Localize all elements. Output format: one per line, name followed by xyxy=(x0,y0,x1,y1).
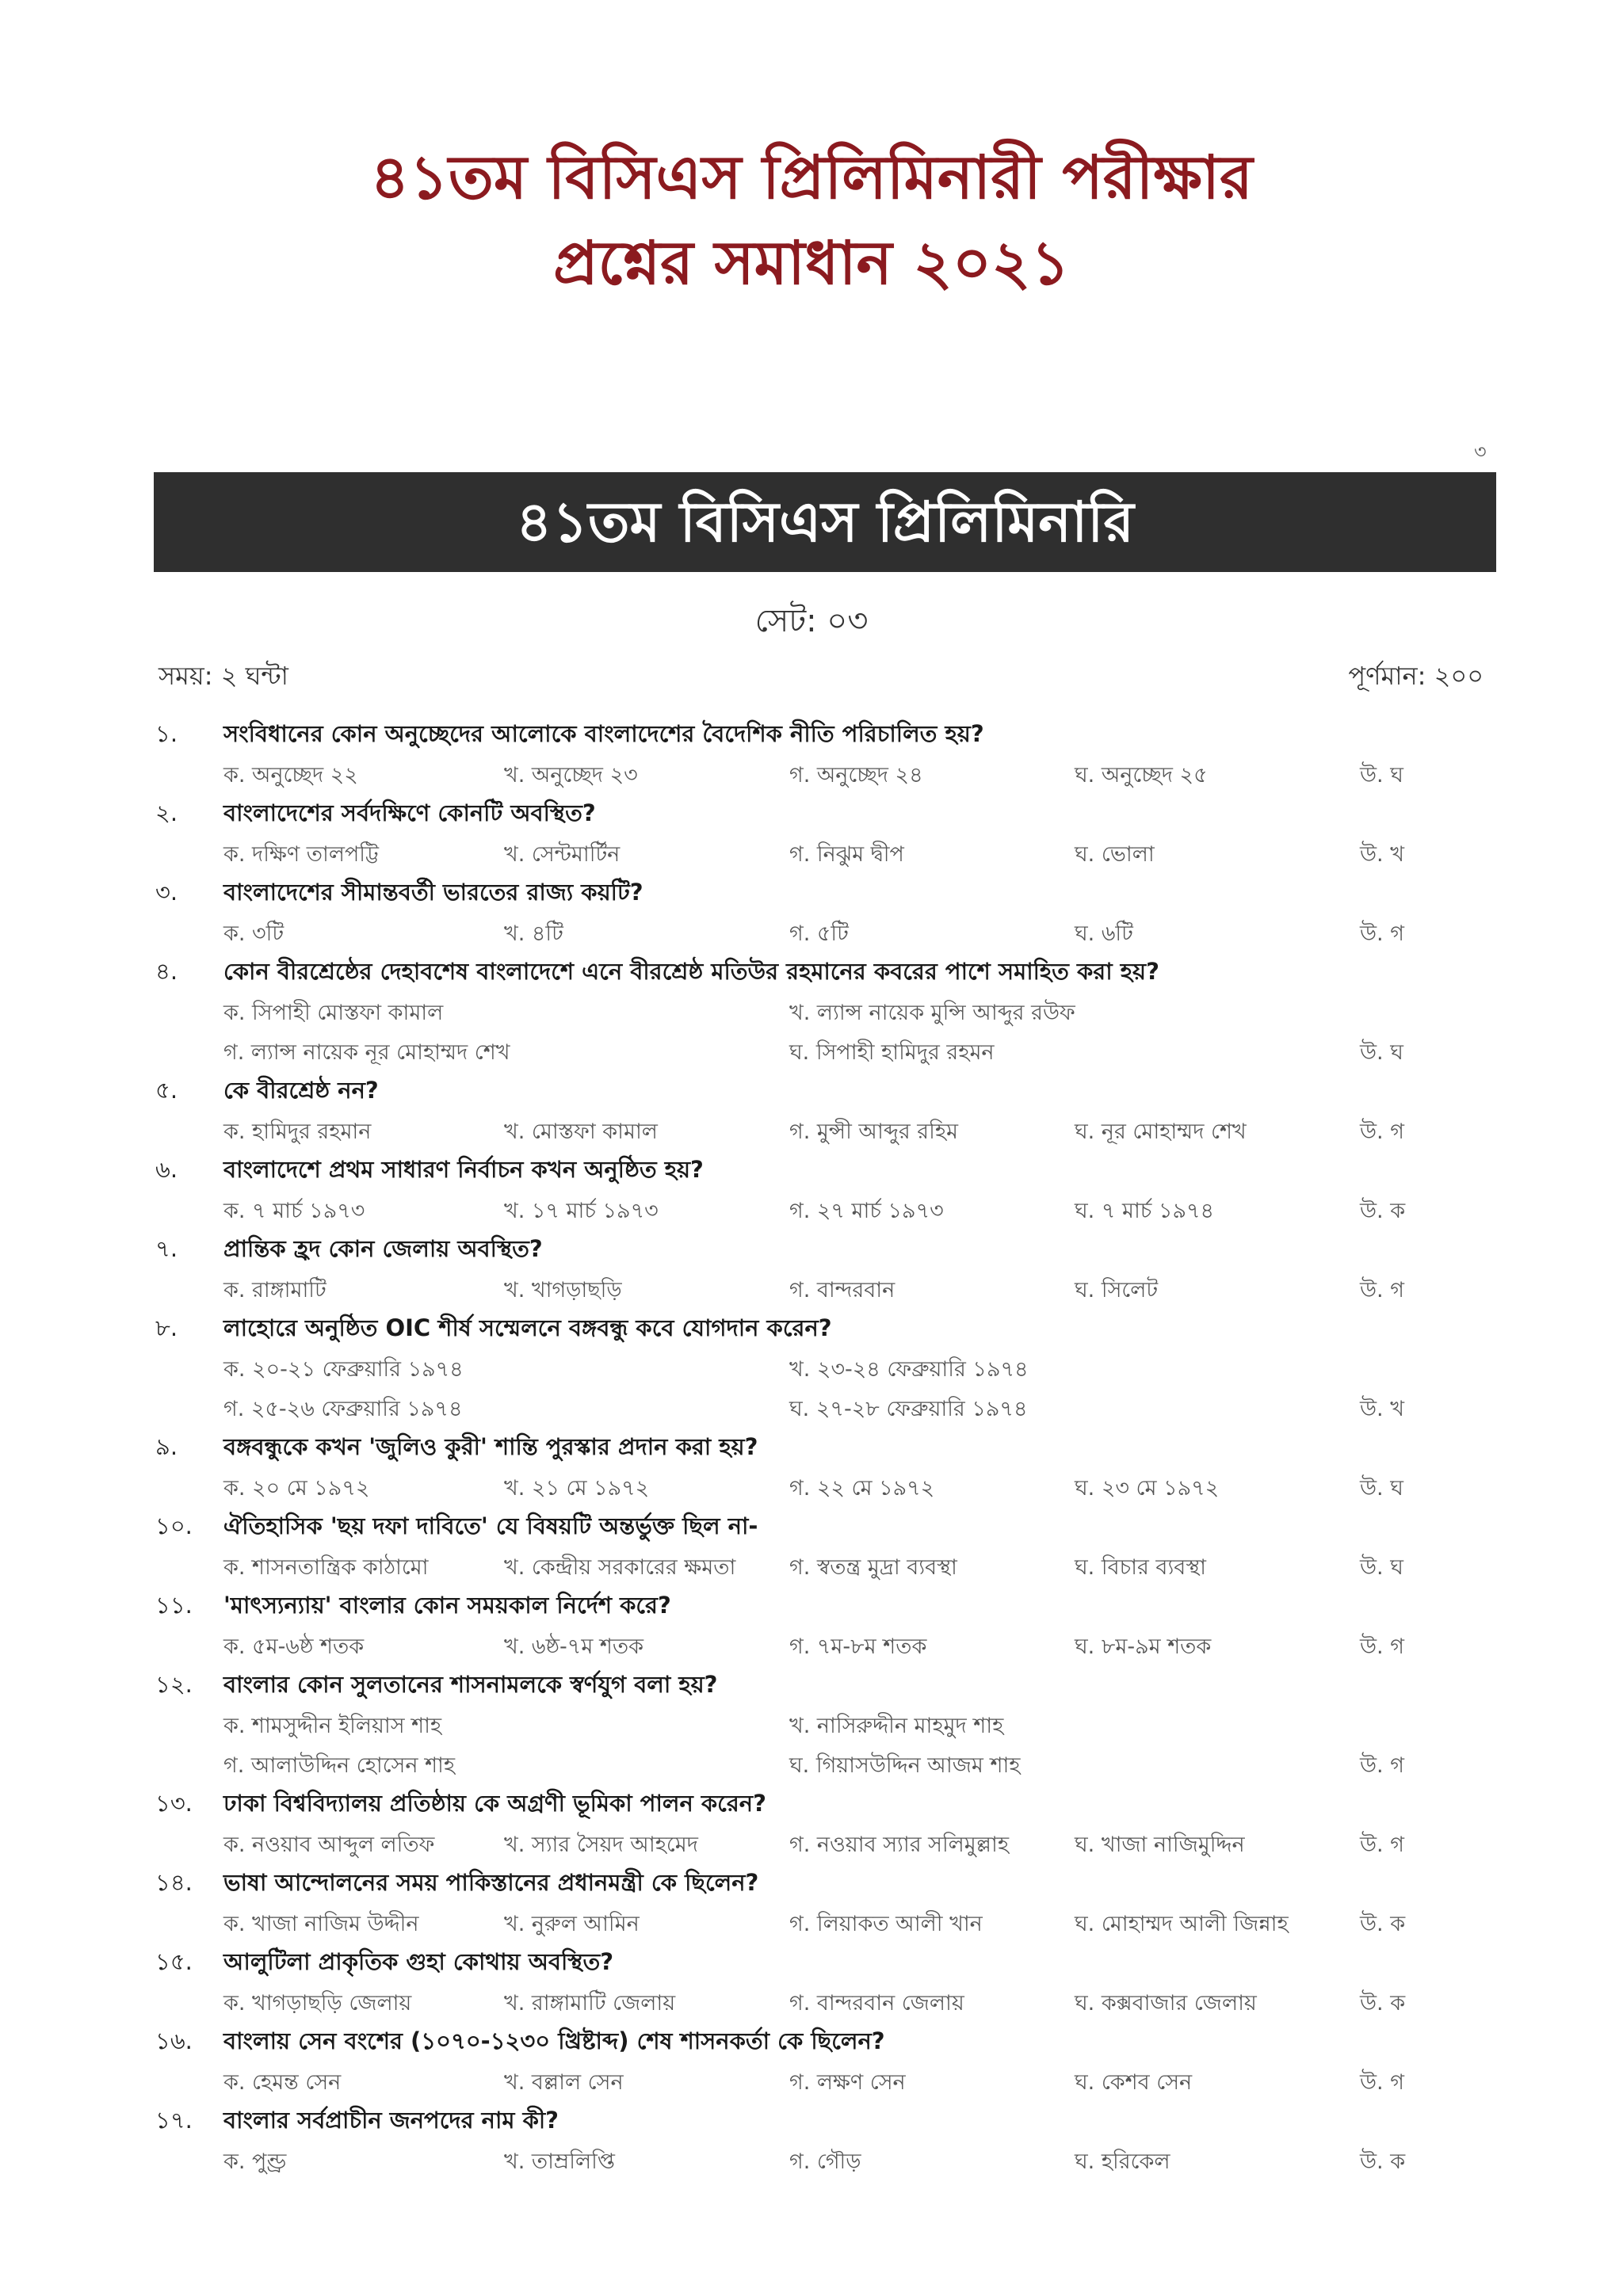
option-d: ঘ. মোহাম্মদ আলী জিন্নাহ xyxy=(1075,1912,1289,1936)
question-text: বঙ্গবন্ধুকে কখন 'জুলিও কুরী' শান্তি পুরস্কার প্রদান করা হয়? xyxy=(223,1433,758,1460)
answer-key: উ. ঘ xyxy=(1360,1476,1403,1501)
option-c: গ. ২৫-২৬ ফেব্রুয়ারি ১৯৭৪ xyxy=(223,1397,463,1421)
option-row xyxy=(155,1626,1503,1665)
option-row xyxy=(155,1745,1503,1784)
option-c: গ. বান্দরবান xyxy=(789,1278,896,1302)
question-text: 'মাৎস্যন্যায়' বাংলার কোন সময়কাল নির্দেশ করে? xyxy=(223,1592,671,1619)
question-row xyxy=(155,1665,1503,1705)
question-number: ১৩. xyxy=(155,1790,193,1817)
option-b: খ. নুরুল আমিন xyxy=(504,1912,640,1936)
answer-key: উ. খ xyxy=(1360,842,1404,867)
question-text: ভাষা আন্দোলনের সময় পাকিস্তানের প্রধানমন্ত্রী কে ছিলেন? xyxy=(223,1869,759,1896)
option-b: খ. সেন্টমার্টিন xyxy=(504,842,621,867)
time-label: সময়: ২ ঘন্টা xyxy=(158,661,288,691)
option-d: ঘ. বিচার ব্যবস্থা xyxy=(1075,1555,1207,1580)
option-c: গ. বান্দরবান জেলায় xyxy=(789,1991,964,2016)
question-number: ১৭. xyxy=(155,2107,193,2134)
question-text: কে বীরশ্রেষ্ঠ নন? xyxy=(223,1077,379,1104)
question-number: ৬. xyxy=(155,1156,178,1183)
option-b: খ. ২৩-২৪ ফেব্রুয়ারি ১৯৭৪ xyxy=(789,1357,1029,1382)
option-row xyxy=(155,2141,1503,2180)
answer-key: উ. গ xyxy=(1360,1278,1404,1302)
question-row xyxy=(155,952,1503,992)
question-number: ৮. xyxy=(155,1314,178,1341)
question-row xyxy=(155,1586,1503,1626)
option-row xyxy=(155,1824,1503,1863)
option-a: ক. খাজা নাজিম উদ্দীন xyxy=(223,1912,419,1936)
option-a: ক. শাসনতান্ত্রিক কাঠামো xyxy=(223,1555,429,1580)
question-text: বাংলার কোন সুলতানের শাসনামলকে স্বর্ণযুগ বলা হয়? xyxy=(223,1671,718,1698)
option-a: ক. ৫ম-৬ষ্ঠ শতক xyxy=(223,1634,365,1659)
answer-key: উ. ঘ xyxy=(1360,1555,1403,1580)
title-line-1: ৪১তম বিসিএস প্রিলিমিনারী পরীক্ষার xyxy=(370,142,1253,212)
option-row xyxy=(155,1547,1503,1586)
option-a: ক. ২০-২১ ফেব্রুয়ারি ১৯৭৪ xyxy=(223,1357,464,1382)
option-a: ক. নওয়াব আব্দুল লতিফ xyxy=(223,1833,435,1857)
option-row xyxy=(155,833,1503,873)
option-d: ঘ. ২৩ মে ১৯৭২ xyxy=(1075,1476,1220,1501)
question-row xyxy=(155,794,1503,833)
option-a: ক. অনুচ্ছেদ ২২ xyxy=(223,763,358,788)
answer-key: উ. গ xyxy=(1360,2070,1404,2095)
option-b: খ. অনুচ্ছেদ ২৩ xyxy=(504,763,638,788)
option-row xyxy=(155,913,1503,952)
option-row xyxy=(155,992,1503,1032)
option-a: ক. রাঙ্গামাটি xyxy=(223,1278,327,1302)
option-a: ক. শামসুদ্দীন ইলিয়াস শাহ xyxy=(223,1714,442,1738)
question-row xyxy=(155,873,1503,913)
question-row xyxy=(155,1784,1503,1824)
option-row xyxy=(155,1467,1503,1507)
question-row xyxy=(155,1863,1503,1903)
option-c: গ. মুন্সী আব্দুর রহিম xyxy=(789,1119,959,1144)
option-d: ঘ. ৬টি xyxy=(1075,921,1133,946)
answer-key: উ. ঘ xyxy=(1360,763,1403,788)
question-row xyxy=(155,715,1503,754)
option-d: ঘ. খাজা নাজিমুদ্দিন xyxy=(1075,1833,1245,1857)
option-a: ক. ৩টি xyxy=(223,921,285,946)
answer-key: উ. গ xyxy=(1360,1833,1404,1857)
option-c: গ. ২২ মে ১৯৭২ xyxy=(789,1476,935,1501)
option-b: খ. তাম্রলিপ্তি xyxy=(504,2149,615,2174)
answer-key: উ. খ xyxy=(1360,1397,1404,1421)
exam-banner: ৪১তম বিসিএস প্রিলিমিনারি xyxy=(154,472,1496,572)
option-c: গ. স্বতন্ত্র মুদ্রা ব্যবস্থা xyxy=(789,1555,957,1580)
option-d: ঘ. ভোলা xyxy=(1075,842,1155,867)
option-c: গ. ল্যান্স নায়েক নূর মোহাম্মদ শেখ xyxy=(223,1040,510,1065)
option-d: ঘ. ৭ মার্চ ১৯৭৪ xyxy=(1075,1199,1215,1223)
option-a: ক. সিপাহী মোস্তফা কামাল xyxy=(223,1001,444,1025)
option-b: খ. কেন্দ্রীয় সরকারের ক্ষমতা xyxy=(504,1555,736,1580)
answer-key: উ. ক xyxy=(1360,1199,1406,1223)
option-c: গ. ৫টি xyxy=(789,921,849,946)
option-a: ক. হেমন্ত সেন xyxy=(223,2070,342,2095)
option-d: ঘ. সিপাহী হামিদুর রহমন xyxy=(789,1040,995,1065)
option-row xyxy=(155,1982,1503,2022)
option-b: খ. ২১ মে ১৯৭২ xyxy=(504,1476,650,1501)
question-row xyxy=(155,1428,1503,1467)
option-row xyxy=(155,1190,1503,1230)
page-title xyxy=(0,135,1623,306)
option-d: ঘ. কক্সবাজার জেলায় xyxy=(1075,1991,1257,2016)
question-text: লাহোরে অনুষ্ঠিত OIC শীর্ষ সম্মেলনে বঙ্গবন্ধু কবে যোগদান করেন? xyxy=(223,1314,832,1341)
option-a: ক. ৭ মার্চ ১৯৭৩ xyxy=(223,1199,365,1223)
option-b: খ. মোস্তফা কামাল xyxy=(504,1119,658,1144)
option-b: খ. রাঙ্গামাটি জেলায় xyxy=(504,1991,676,2016)
option-a: ক. খাগড়াছড়ি জেলায় xyxy=(223,1991,412,2016)
option-c: গ. লক্ষণ সেন xyxy=(789,2070,906,2095)
option-row xyxy=(155,1348,1503,1388)
question-row xyxy=(155,1230,1503,1269)
option-d: ঘ. গিয়াসউদ্দিন আজম শাহ xyxy=(789,1753,1021,1778)
question-number: ৪. xyxy=(155,958,178,985)
question-number: ১৫. xyxy=(155,1948,193,1975)
option-a: ক. হামিদুর রহমান xyxy=(223,1119,372,1144)
question-text: প্রান্তিক হ্রদ কোন জেলায় অবস্থিত? xyxy=(223,1235,543,1262)
question-row xyxy=(155,1150,1503,1190)
option-d: ঘ. হরিকেল xyxy=(1075,2149,1170,2174)
option-row xyxy=(155,1705,1503,1745)
title-line-2: প্রশ্নের সমাধান ২০২১ xyxy=(553,227,1070,298)
answer-key: উ. গ xyxy=(1360,1119,1404,1144)
question-list xyxy=(155,715,1503,2180)
question-number: ৯. xyxy=(155,1433,178,1460)
question-number: ১৬. xyxy=(155,2027,193,2054)
full-marks-label: পূর্ণমান: ২০০ xyxy=(1348,661,1484,691)
option-d: ঘ. ৮ম-৯ম শতক xyxy=(1075,1634,1212,1659)
question-number: ১২. xyxy=(155,1671,193,1698)
question-number: ৩. xyxy=(155,879,178,906)
option-c: গ. ২৭ মার্চ ১৯৭৩ xyxy=(789,1199,944,1223)
option-b: খ. ল্যান্স নায়েক মুন্সি আব্দুর রউফ xyxy=(789,1001,1075,1025)
answer-key: উ. ক xyxy=(1360,1991,1406,2016)
question-text: বাংলায় সেন বংশের (১০৭০-১২৩০ খ্রিষ্টাব্দ) শেষ শাসনকর্তা কে ছিলেন? xyxy=(223,2027,885,2054)
answer-key: উ. ঘ xyxy=(1360,1040,1403,1065)
question-text: কোন বীরশ্রেষ্ঠের দেহাবশেষ বাংলাদেশে এনে বীরশ্রেষ্ঠ মতিউর রহমানের কবরের পাশে সমাহিত করা হয়? xyxy=(223,958,1159,985)
option-row xyxy=(155,754,1503,794)
option-c: গ. গৌড় xyxy=(789,2149,861,2174)
option-b: খ. ৪টি xyxy=(504,921,563,946)
option-c: গ. নিঝুম দ্বীপ xyxy=(789,842,904,867)
option-a: ক. পুণ্ড্র xyxy=(223,2149,287,2174)
question-text: ঐতিহাসিক 'ছয় দফা দাবিতে' যে বিষয়টি অন্তর্ভুক্ত ছিল না- xyxy=(223,1512,758,1539)
option-row xyxy=(155,1111,1503,1150)
option-b: খ. বল্লাল সেন xyxy=(504,2070,624,2095)
option-a: ক. দক্ষিণ তালপট্টি xyxy=(223,842,380,867)
question-row xyxy=(155,2101,1503,2141)
option-c: গ. লিয়াকত আলী খান xyxy=(789,1912,983,1936)
question-number: ১৪. xyxy=(155,1869,193,1896)
question-text: বাংলাদেশে প্রথম সাধারণ নির্বাচন কখন অনুষ্ঠিত হয়? xyxy=(223,1156,704,1183)
question-number: ১১. xyxy=(155,1592,193,1619)
question-text: ঢাকা বিশ্ববিদ্যালয় প্রতিষ্ঠায় কে অগ্রণী ভূমিকা পালন করেন? xyxy=(223,1790,766,1817)
question-text: বাংলাদেশের সর্বদক্ষিণে কোনটি অবস্থিত? xyxy=(223,799,596,826)
option-c: গ. আলাউদ্দিন হোসেন শাহ xyxy=(223,1753,456,1778)
answer-key: উ. গ xyxy=(1360,1753,1404,1778)
question-number: ১০. xyxy=(155,1512,193,1539)
question-row xyxy=(155,1309,1503,1348)
option-c: গ. নওয়াব স্যার সলিমুল্লাহ xyxy=(789,1833,1010,1857)
question-text: সংবিধানের কোন অনুচ্ছেদের আলোকে বাংলাদেশের বৈদেশিক নীতি পরিচালিত হয়? xyxy=(223,720,984,747)
option-b: খ. স্যার সৈয়দ আহমেদ xyxy=(504,1833,698,1857)
question-text: বাংলাদেশের সীমান্তবর্তী ভারতের রাজ্য কয়টি? xyxy=(223,879,643,906)
option-b: খ. খাগড়াছড়ি xyxy=(504,1278,622,1302)
question-text: বাংলার সর্বপ্রাচীন জনপদের নাম কী? xyxy=(223,2107,559,2134)
question-number: ১. xyxy=(155,720,178,747)
option-d: ঘ. নূর মোহাম্মদ শেখ xyxy=(1075,1119,1247,1144)
option-b: খ. ১৭ মার্চ ১৯৭৩ xyxy=(504,1199,659,1223)
set-label: সেট: ০৩ xyxy=(754,603,869,639)
question-row xyxy=(155,2022,1503,2061)
option-b: খ. নাসিরুদ্দীন মাহমুদ শাহ xyxy=(789,1714,1004,1738)
question-row xyxy=(155,1943,1503,1982)
option-d: ঘ. সিলেট xyxy=(1075,1278,1159,1302)
question-number: ২. xyxy=(155,799,178,826)
option-row xyxy=(155,1269,1503,1309)
question-text: আলুটিলা প্রাকৃতিক গুহা কোথায় অবস্থিত? xyxy=(223,1948,614,1975)
answer-key: উ. ক xyxy=(1360,1912,1406,1936)
option-d: ঘ. কেশব সেন xyxy=(1075,2070,1193,2095)
option-a: ক. ২০ মে ১৯৭২ xyxy=(223,1476,370,1501)
question-row xyxy=(155,1071,1503,1111)
option-b: খ. ৬ষ্ঠ-৭ম শতক xyxy=(504,1634,644,1659)
page-number: ৩ xyxy=(1474,441,1487,463)
option-row xyxy=(155,2061,1503,2101)
option-row xyxy=(155,1032,1503,1071)
option-row xyxy=(155,1388,1503,1428)
option-d: ঘ. ২৭-২৮ ফেব্রুয়ারি ১৯৭৪ xyxy=(789,1397,1028,1421)
question-number: ৫. xyxy=(155,1077,178,1104)
option-d: ঘ. অনুচ্ছেদ ২৫ xyxy=(1075,763,1208,788)
answer-key: উ. গ xyxy=(1360,1634,1404,1659)
question-row xyxy=(155,1507,1503,1547)
answer-key: উ. ক xyxy=(1360,2149,1406,2174)
question-number: ৭. xyxy=(155,1235,178,1262)
option-c: গ. অনুচ্ছেদ ২৪ xyxy=(789,763,923,788)
answer-key: উ. গ xyxy=(1360,921,1404,946)
option-c: গ. ৭ম-৮ম শতক xyxy=(789,1634,927,1659)
option-row xyxy=(155,1903,1503,1943)
